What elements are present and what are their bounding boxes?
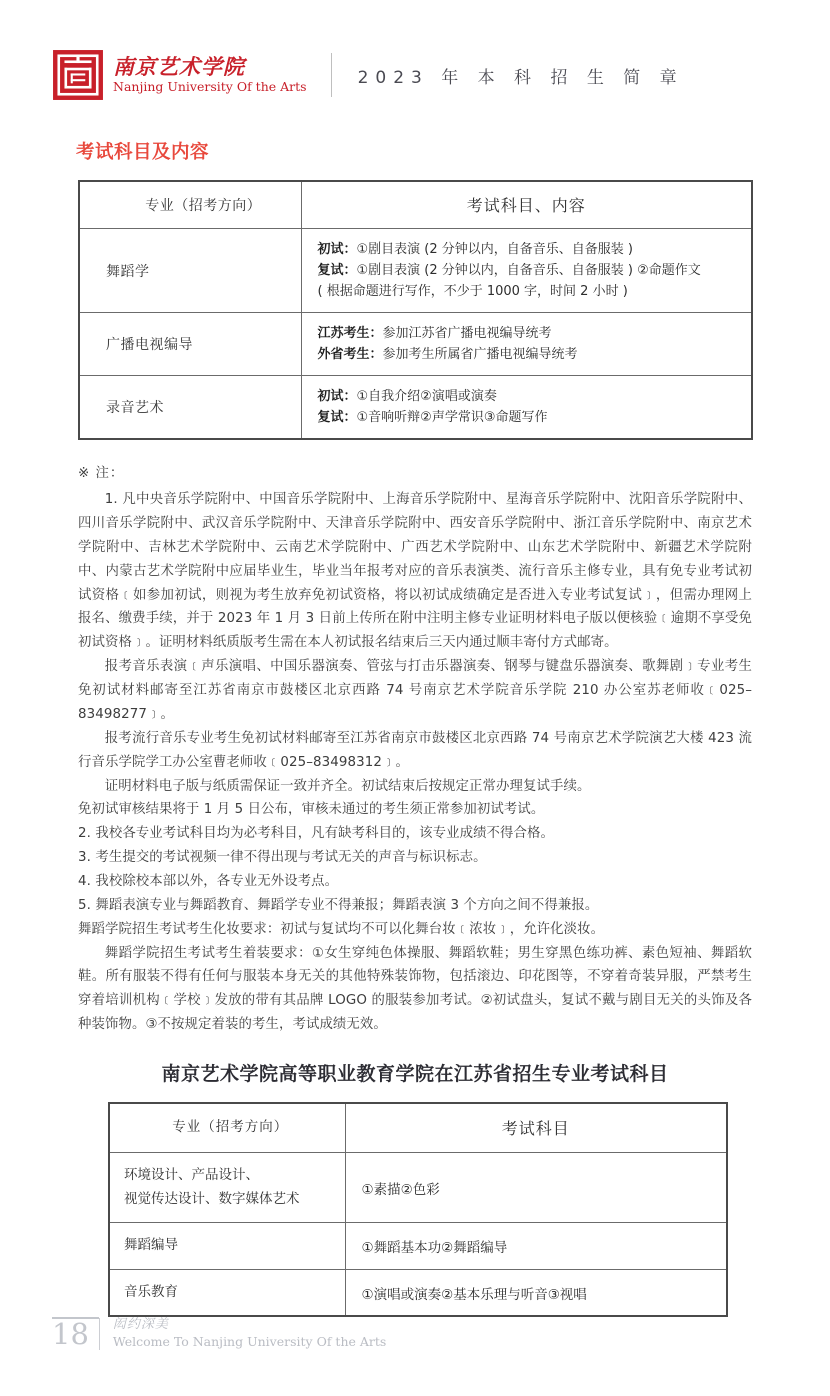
content-line-label: 复试： [317, 410, 357, 426]
content-line [318, 260, 742, 281]
notes-section [78, 462, 752, 1037]
note-paragraph: 2. 我校各专业考试科目均为必考科目，凡有缺考科目的，该专业成绩不得合格。 [78, 826, 555, 842]
table-row [109, 1269, 727, 1316]
note-paragraph: 免初试审核结果将于 1 月 5 日公布，审核未通过的考生须正常参加初试考试。 [78, 802, 545, 818]
university-logo [52, 49, 307, 101]
footer-motto-english: Welcome To Nanjing University Of the Arts [112, 1334, 387, 1350]
vocational-section-title: 南京艺术学院高等职业教育学院在江苏省招生专业考试科目 [161, 1062, 669, 1085]
content-line-label: 江苏考生： [317, 326, 383, 342]
note-paragraph: 报考音乐表演﹝声乐演唱、中国乐器演奏、管弦与打击乐器演奏、钢琴与键盘乐器演奏、歌舞剧﹞专业考生免初试材料邮寄至江苏省南京市鼓楼区北京西路 74 号南京艺术学院音乐学院 210 办公室苏老师收﹝025–83498277﹞。 [78, 659, 752, 722]
page-footer [52, 1317, 386, 1350]
note-paragraph: 5. 舞蹈表演专业与舞蹈教育、舞蹈学专业不得兼报；舞蹈表演 3 个方向之间不得兼报。 [78, 897, 599, 913]
vocational-table-body [109, 1152, 727, 1316]
notes-body [78, 488, 752, 1037]
cell-subject: ①演唱或演奏②基本乐理与听音③视唱 [345, 1269, 727, 1316]
content-line-label: 初试： [317, 242, 357, 257]
note-paragraph: 3. 考生提交的考试视频一律不得出现与考试无关的声音与标识标志。 [78, 850, 487, 866]
note-paragraph: 证明材料电子版与纸质需保证一致并齐全。初试结束后按规定正常办理复试手续。 [104, 778, 591, 794]
content-line [318, 281, 742, 302]
note-paragraph: 1. 凡中央音乐学院附中、中国音乐学院附中、上海音乐学院附中、星海音乐学院附中、沈阳音乐学院附中、四川音乐学院附中、武汉音乐学院附中、天津音乐学院附中、西安音乐学院附中、浙江音乐学院附中、南京艺术学院附中、吉林艺术学院附中、云南艺术学院附中、广西艺术学院附中、山东艺术学院附中、新疆艺术学院附中、内蒙古艺术学院附中应届毕业生，毕业当年报考对应的音乐表演类、流行音乐主修专业，具有免专业考试初试资格﹝如参加初试，则视为考生放弃免初试资格，将以初试成绩确定是否进入专业考试复试﹞，但需办理网上报名、缴费手续，并于 2023 年 1 月 3 日前上传所在附中注明主修专业证明材料电子版以便核验﹝逾期不享受免初试资格﹞。证明材料纸质版考生需在本人初试报名结束后三天内通过顺丰寄付方式邮寄。 [78, 492, 752, 651]
content-line-label: 初试： [317, 389, 357, 405]
cell-content [301, 313, 752, 376]
exam-subjects-table-wrap [78, 180, 830, 440]
content-line [318, 386, 742, 407]
cell-content [301, 376, 752, 440]
major-line: 舞蹈编导 [124, 1237, 178, 1254]
content-line [318, 239, 742, 260]
cell-major [109, 1269, 345, 1316]
note-paragraph: 报考流行音乐专业考生免初试材料邮寄至江苏省南京市鼓楼区北京西路 74 号南京艺术学院演艺大楼 423 流行音乐学院学工办公室曹老师收﹝025–83498312﹞。 [78, 730, 752, 770]
content-line-text: 参加考生所属省广播电视编导统考 [382, 347, 578, 363]
page-header [0, 0, 830, 105]
cell-major [109, 1152, 345, 1222]
header-major: 专业（招考方向） [79, 181, 301, 229]
content-line-text: ①自我介绍②演唱或演奏 [356, 389, 497, 405]
content-line [318, 407, 742, 428]
header-content: 考试科目、内容 [301, 181, 752, 229]
content-line [318, 323, 742, 344]
cell-content [301, 229, 752, 313]
note-paragraph: 舞蹈学院招生考试考生着装要求：①女生穿纯色体操服、舞蹈软鞋；男生穿黑色练功裤、素色短袖、舞蹈软鞋。所有服装不得有任何与服装本身无关的其他特殊装饰物，包括滚边、印花图等，不穿着奇装异服，严禁考生穿着培训机构﹝学校﹞发放的带有其品牌 LOGO 的服装参加考试。②初试盘头，复试不戴与剧目无关的头饰及各种装饰物。③不按规定着装的考生，考试成绩无效。 [78, 945, 752, 1033]
table-row [79, 313, 752, 376]
cell-major: 录音艺术 [79, 376, 301, 440]
content-line-text: ①剧目表演 (2 分钟以内，自备音乐、自备服装 ) [356, 242, 633, 257]
content-line-text: 参加江苏省广播电视编导统考 [382, 326, 552, 342]
note-paragraph: 舞蹈学院招生考试考生化妆要求：初试与复试均不可以化舞台妆﹝浓妆﹞，允许化淡妆。 [78, 921, 605, 937]
major-line: 音乐教育 [124, 1283, 178, 1300]
cell-subject: ①舞蹈基本功②舞蹈编导 [345, 1223, 727, 1270]
notes-heading: ※ 注： [78, 466, 125, 482]
content-line-label: 复试： [317, 263, 357, 279]
page-title: 2023 年 本 科 招 生 简 章 [357, 67, 684, 88]
content-line-text: ①剧目表演 (2 分钟以内，自备音乐、自备服装 ) ②命题作文 [356, 263, 701, 279]
page-number: 18 [52, 1317, 99, 1349]
major-line: 视觉传达设计、数字媒体艺术 [124, 1190, 300, 1207]
header-subject: 考试科目 [345, 1103, 727, 1153]
content-line-label: 外省考生： [317, 347, 383, 363]
header-divider [331, 53, 332, 97]
note-paragraph: 4. 我校除校本部以外，各专业无外设考点。 [78, 873, 339, 889]
exam-subjects-table [78, 180, 753, 440]
cell-subject: ①素描②色彩 [345, 1152, 727, 1222]
logo-english-name: Nanjing University Of the Arts [113, 79, 307, 95]
table-header-row [79, 181, 752, 229]
content-line [318, 344, 742, 365]
vocational-exam-table [108, 1102, 728, 1318]
cell-major [109, 1223, 345, 1270]
section-heading-exam-subjects: 考试科目及内容 [76, 142, 210, 163]
logo-chinese-name: 南京艺术学院 [113, 54, 245, 80]
table-row [79, 376, 752, 440]
exam-table-body [79, 229, 752, 440]
footer-divider [99, 1318, 100, 1350]
content-line-text: ①音响听辩②声学常识③命题写作 [356, 410, 548, 426]
header-major: 专业（招考方向） [109, 1103, 345, 1153]
content-line-text: ( 根据命题进行写作，不少于 1000 字，时间 2 小时 ) [317, 284, 628, 300]
table-row [109, 1152, 727, 1222]
table-row [79, 229, 752, 313]
major-line: 环境设计、产品设计、 [124, 1166, 259, 1183]
nua-seal-logo-icon [52, 49, 104, 101]
cell-major: 舞蹈学 [79, 229, 301, 313]
vocational-table-wrap [108, 1102, 830, 1318]
cell-major: 广播电视编导 [79, 313, 301, 376]
table-row [109, 1223, 727, 1270]
table-header-row [109, 1103, 727, 1153]
footer-motto-chinese: 闳约深美 [112, 1317, 169, 1333]
